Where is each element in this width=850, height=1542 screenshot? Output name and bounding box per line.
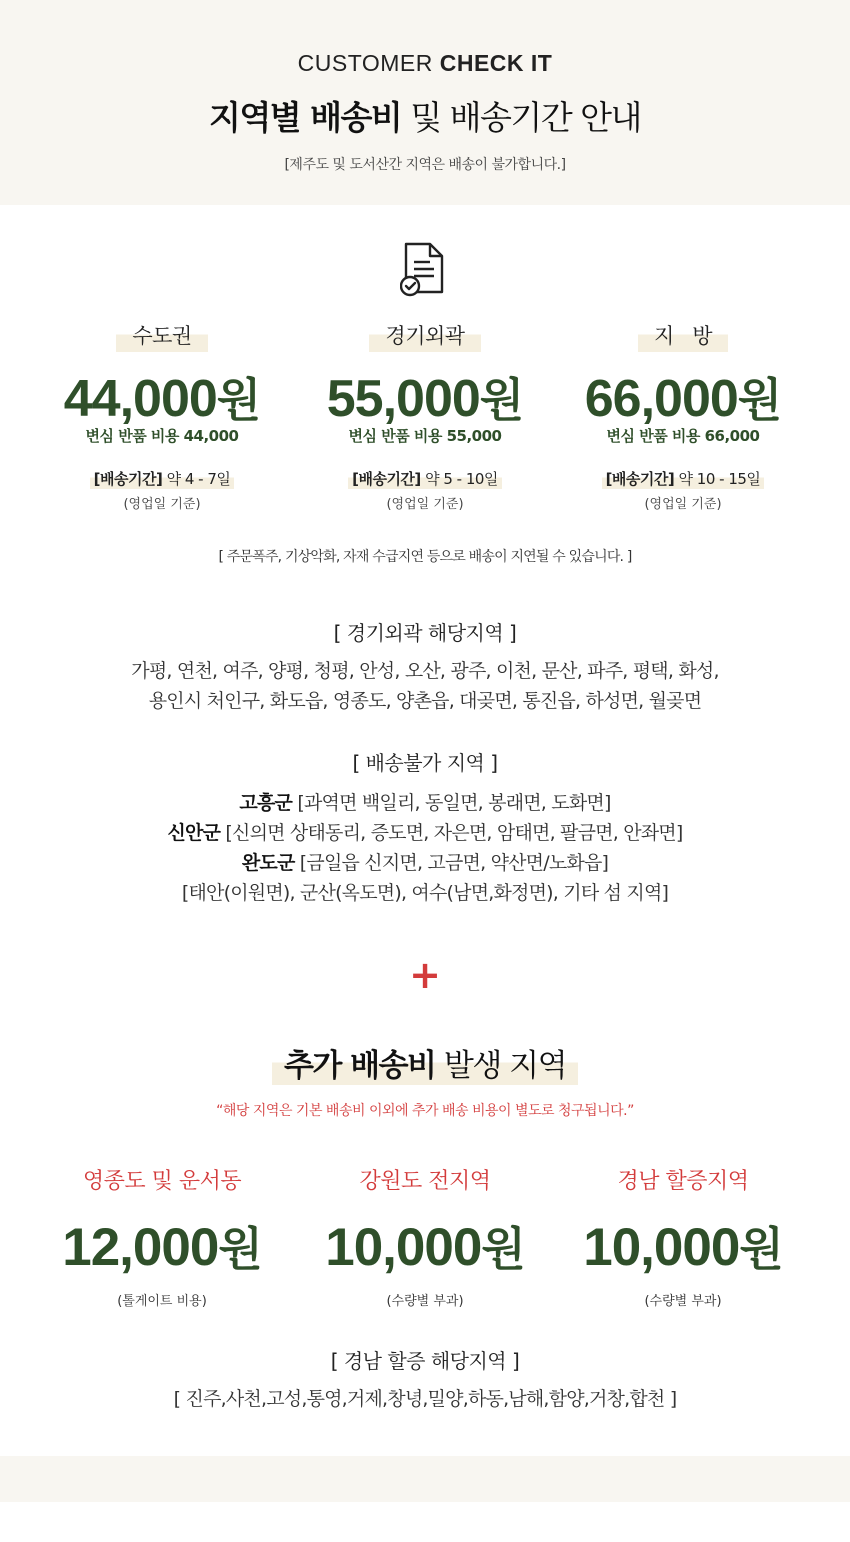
extra-area-price bbox=[553, 1219, 813, 1278]
price-value: 12,000 bbox=[62, 1218, 219, 1277]
region-name: 수도권 bbox=[116, 320, 207, 352]
period-label: [배송기간] bbox=[352, 470, 421, 488]
county-detail: [신의면 상태동리, 증도면, 자은면, 암태면, 팔금면, 안좌면] bbox=[225, 822, 683, 844]
eyebrow-bold: CHECK IT bbox=[439, 50, 553, 76]
undeliverable-row bbox=[0, 788, 850, 818]
region-name: 지 방 bbox=[638, 320, 728, 352]
header-band bbox=[0, 0, 850, 205]
price-value: 66,000 bbox=[584, 370, 738, 428]
return-fee: 변심 반품 비용 55,000 bbox=[348, 427, 502, 445]
county-name: 완도군 bbox=[241, 852, 295, 874]
extra-fee-title-text bbox=[272, 1040, 578, 1085]
region-name: 경기외곽 bbox=[369, 320, 480, 352]
period-value: 약 10 - 15일 bbox=[678, 470, 761, 488]
surcharge-list: [ 진주,사천,고성,통영,거제,창녕,밀양,하동,남해,함양,거창,합천 ] bbox=[173, 1388, 677, 1410]
region-price bbox=[295, 370, 555, 429]
delivery-period bbox=[348, 468, 502, 489]
extra-area-name: 영종도 및 운서동 bbox=[82, 1169, 242, 1194]
period-value: 약 5 - 10일 bbox=[425, 470, 498, 488]
delay-notice: [ 주문폭주, 기상악화, 자재 수급지연 등으로 배송이 지연될 수 있습니다. ] bbox=[218, 549, 632, 565]
surcharge-title: [ 경남 할증 해당지역 ] bbox=[330, 1349, 520, 1373]
region-outskirts bbox=[295, 320, 555, 512]
extra-area-gyeongnam bbox=[553, 1164, 813, 1309]
undeliverable-extra: [태안(이원면), 군산(옥도면), 여수(남면,화정면), 기타 섬 지역] bbox=[181, 882, 669, 904]
page-title bbox=[0, 92, 850, 139]
period-label: [배송기간] bbox=[93, 470, 163, 488]
price-value: 10,000 bbox=[583, 1218, 740, 1277]
region-provinces bbox=[553, 320, 813, 512]
region-metro bbox=[32, 320, 292, 512]
plus-icon: + bbox=[409, 953, 441, 997]
undeliverable-row bbox=[0, 818, 850, 848]
page-title-light: 및 배송기간 안내 bbox=[410, 98, 641, 137]
outskirts-line: 용인시 처인구, 화도읍, 영종도, 양촌읍, 대곶면, 통진읍, 하성면, 월곶면 bbox=[148, 690, 702, 712]
outskirts-line: 가평, 연천, 여주, 양평, 청평, 안성, 오산, 광주, 이천, 문산, 파주, 평택, 화성, bbox=[131, 660, 719, 682]
region-price bbox=[32, 370, 292, 429]
extra-title-bold: 추가 배송비 bbox=[283, 1048, 436, 1084]
county-detail: [금일읍 신지면, 고금면, 약산면/노화읍] bbox=[299, 852, 609, 874]
extra-area-price bbox=[295, 1219, 555, 1278]
undeliverable-list bbox=[0, 788, 850, 908]
county-name: 신안군 bbox=[167, 822, 221, 844]
period-basis: (영업일 기준) bbox=[644, 497, 722, 512]
county-name: 고흥군 bbox=[239, 792, 293, 814]
price-unit: 원 bbox=[481, 1222, 525, 1276]
delivery-period bbox=[602, 468, 765, 489]
price-value: 10,000 bbox=[325, 1218, 482, 1277]
undeliverable-row bbox=[0, 848, 850, 878]
price-unit: 원 bbox=[216, 373, 261, 427]
price-unit: 원 bbox=[737, 373, 782, 427]
period-basis: (영업일 기준) bbox=[123, 497, 201, 512]
period-basis: (영업일 기준) bbox=[386, 497, 464, 512]
price-unit: 원 bbox=[739, 1222, 783, 1276]
jeju-notice: [제주도 및 도서산간 지역은 배송이 불가합니다.] bbox=[284, 157, 566, 173]
extra-area-sub: (톨게이트 비용) bbox=[117, 1294, 207, 1309]
extra-area-sub: (수량별 부과) bbox=[386, 1294, 464, 1309]
extra-area-name: 강원도 전지역 bbox=[359, 1169, 491, 1194]
region-price bbox=[553, 370, 813, 429]
eyebrow bbox=[0, 50, 850, 77]
return-fee: 변심 반품 비용 66,000 bbox=[606, 427, 760, 445]
extra-area-name: 경남 할증지역 bbox=[617, 1169, 749, 1194]
period-label: [배송기간] bbox=[605, 470, 675, 488]
price-unit: 원 bbox=[479, 373, 524, 427]
extra-area-sub: (수량별 부과) bbox=[644, 1294, 722, 1309]
extra-fee-quote: “해당 지역은 기본 배송비 이외에 추가 배송 비용이 별도로 청구됩니다.” bbox=[216, 1103, 634, 1119]
price-value: 55,000 bbox=[326, 370, 480, 428]
price-value: 44,000 bbox=[63, 370, 217, 428]
undeliverable-title: [ 배송불가 지역 ] bbox=[352, 751, 498, 775]
price-unit: 원 bbox=[218, 1222, 262, 1276]
delivery-period bbox=[90, 468, 235, 489]
extra-fee-title bbox=[0, 1040, 850, 1085]
extra-area-price bbox=[32, 1219, 292, 1278]
page-title-bold: 지역별 배송비 bbox=[209, 98, 402, 137]
document-check-icon bbox=[400, 240, 450, 298]
eyebrow-light: CUSTOMER bbox=[297, 50, 433, 76]
period-value: 약 4 - 7일 bbox=[166, 470, 231, 488]
county-detail: [과역면 백일리, 동일면, 봉래면, 도화면] bbox=[297, 792, 611, 814]
footer-band bbox=[0, 1456, 850, 1502]
return-fee: 변심 반품 비용 44,000 bbox=[85, 427, 239, 445]
extra-area-yeongjong bbox=[32, 1164, 292, 1309]
extra-area-gangwon bbox=[295, 1164, 555, 1309]
outskirts-title: [ 경기외곽 해당지역 ] bbox=[333, 621, 517, 645]
outskirts-list bbox=[0, 656, 850, 716]
extra-title-light: 발생 지역 bbox=[443, 1048, 567, 1084]
